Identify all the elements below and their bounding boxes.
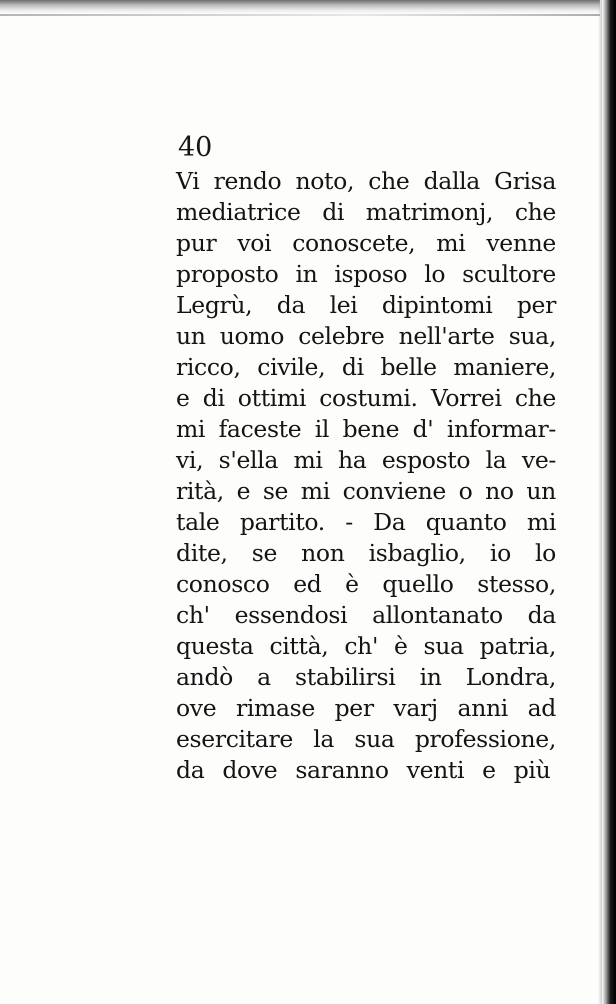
text-word: più <box>513 756 551 784</box>
text-word: stabilirsi <box>295 663 396 691</box>
text-word: per <box>334 694 374 722</box>
text-word: di <box>341 353 364 381</box>
text-line <box>176 600 556 631</box>
text-line <box>176 290 556 321</box>
text-word: maniere, <box>453 353 556 381</box>
text-word: noto, <box>295 167 355 195</box>
text-word: è <box>345 570 359 598</box>
text-word: lei <box>329 291 358 319</box>
text-line <box>176 569 556 600</box>
text-line <box>176 631 556 662</box>
text-line <box>176 662 556 693</box>
text-word: da <box>176 756 205 784</box>
text-word: il <box>314 415 330 443</box>
text-word: scultore <box>462 260 556 288</box>
text-word: professione, <box>414 725 556 753</box>
text-word: Grisa <box>494 167 556 195</box>
text-word: conoscete, <box>292 229 416 257</box>
text-word: venne <box>486 229 556 257</box>
text-word: mediatrice <box>176 198 301 226</box>
text-word: mi <box>176 415 206 443</box>
text-word: allontanato <box>372 601 503 629</box>
text-line <box>176 414 556 445</box>
text-word: celebre <box>298 322 385 350</box>
text-word: tale <box>176 508 220 536</box>
text-word: voi <box>237 229 272 257</box>
text-word: d' <box>412 415 434 443</box>
text-word: vi, <box>176 446 204 474</box>
text-word: rendo <box>213 167 282 195</box>
text-word: informar- <box>446 415 556 443</box>
text-word: ch' <box>344 632 379 660</box>
text-word: costumi. <box>319 384 418 412</box>
text-word: varj <box>393 694 438 722</box>
text-word: rimase <box>235 694 315 722</box>
text-word: la <box>313 725 335 753</box>
text-word: lo <box>424 260 446 288</box>
text-word: Vorrei <box>430 384 502 412</box>
text-word: non <box>301 539 345 567</box>
text-word: e <box>482 756 496 784</box>
text-word: se <box>251 539 278 567</box>
text-line <box>176 166 556 197</box>
text-word: saranno <box>295 756 389 784</box>
text-line <box>176 352 556 383</box>
text-line <box>176 476 556 507</box>
text-line <box>176 383 556 414</box>
text-word: quello <box>382 570 454 598</box>
text-line <box>176 755 556 786</box>
text-word: lo <box>535 539 556 567</box>
text-word: o <box>458 477 473 505</box>
text-word: bene <box>342 415 400 443</box>
text-word: sua <box>423 632 464 660</box>
text-word: stesso, <box>477 570 556 598</box>
text-word: Da <box>373 508 406 536</box>
text-word: in <box>419 663 442 691</box>
text-word: sua <box>354 725 395 753</box>
text-word: per <box>516 291 556 319</box>
text-word: nell'arte <box>398 322 495 350</box>
text-word: da <box>527 601 556 629</box>
text-word: ove <box>176 694 217 722</box>
text-word: di <box>202 384 225 412</box>
text-word: ed <box>293 570 322 598</box>
text-word: civile, <box>257 353 326 381</box>
text-word: che <box>514 384 556 412</box>
text-line <box>176 507 556 538</box>
text-word: esposto <box>381 446 471 474</box>
text-line <box>176 228 556 259</box>
text-word: ch' <box>176 601 210 629</box>
text-word: che <box>514 198 556 226</box>
text-word: matrimonj, <box>365 198 494 226</box>
text-word: mi <box>300 477 330 505</box>
text-word: dipintomi <box>381 291 493 319</box>
text-word: Londra, <box>465 663 556 691</box>
text-line <box>176 445 556 476</box>
text-word: dalla <box>423 167 480 195</box>
text-word: io <box>489 539 511 567</box>
text-word: sua, <box>508 322 556 350</box>
text-line <box>176 197 556 228</box>
text-word: uomo <box>219 322 285 350</box>
text-word: venti <box>406 756 465 784</box>
text-line <box>176 321 556 352</box>
text-word: andò <box>176 663 233 691</box>
text-word: ha <box>337 446 367 474</box>
text-word: se <box>262 477 289 505</box>
text-word: conosco <box>176 570 270 598</box>
text-word: un <box>176 322 206 350</box>
body-text <box>176 166 556 786</box>
text-word: isbaglio, <box>368 539 466 567</box>
text-word: a <box>257 663 271 691</box>
page-right-edge-shadow <box>602 0 616 1004</box>
text-word: Vi <box>176 167 200 195</box>
page-top-edge-line <box>0 14 600 16</box>
text-word: no <box>485 477 514 505</box>
text-word: ottimi <box>237 384 307 412</box>
text-word: città, <box>269 632 329 660</box>
page-number: 40 <box>178 132 213 163</box>
text-word: faceste <box>218 415 302 443</box>
text-word: Legrù, <box>176 291 253 319</box>
text-word: e <box>236 477 251 505</box>
text-word: isposo <box>334 260 408 288</box>
text-word: mi <box>526 508 556 536</box>
text-word: dite, <box>176 539 228 567</box>
text-word: conviene <box>342 477 446 505</box>
text-word: ve- <box>521 446 556 474</box>
text-word: rità, <box>176 477 224 505</box>
text-word: in <box>295 260 318 288</box>
text-word: mi <box>293 446 323 474</box>
text-word: questa <box>176 632 254 660</box>
page-top-edge-shadow <box>0 0 600 14</box>
text-word: s'ella <box>218 446 279 474</box>
text-word: anni <box>457 694 508 722</box>
text-word: ad <box>527 694 556 722</box>
text-word: la <box>485 446 507 474</box>
text-word: proposto <box>176 260 279 288</box>
text-word: esercitare <box>176 725 293 753</box>
text-line <box>176 693 556 724</box>
text-word: ricco, <box>176 353 241 381</box>
text-word: dove <box>222 756 278 784</box>
text-word: un <box>526 477 556 505</box>
text-word: è <box>394 632 408 660</box>
text-word: quanto <box>425 508 507 536</box>
text-line <box>176 259 556 290</box>
text-word: e <box>176 384 190 412</box>
text-word: che <box>368 167 410 195</box>
text-word: da <box>276 291 306 319</box>
text-word: mi <box>436 229 466 257</box>
text-word: partito. <box>239 508 325 536</box>
text-word: - <box>345 508 353 536</box>
text-word: essendosi <box>234 601 348 629</box>
text-word: patria, <box>479 632 556 660</box>
text-word: di <box>322 198 345 226</box>
text-word: pur <box>176 229 217 257</box>
text-line <box>176 724 556 755</box>
text-line <box>176 538 556 569</box>
text-word: belle <box>380 353 437 381</box>
